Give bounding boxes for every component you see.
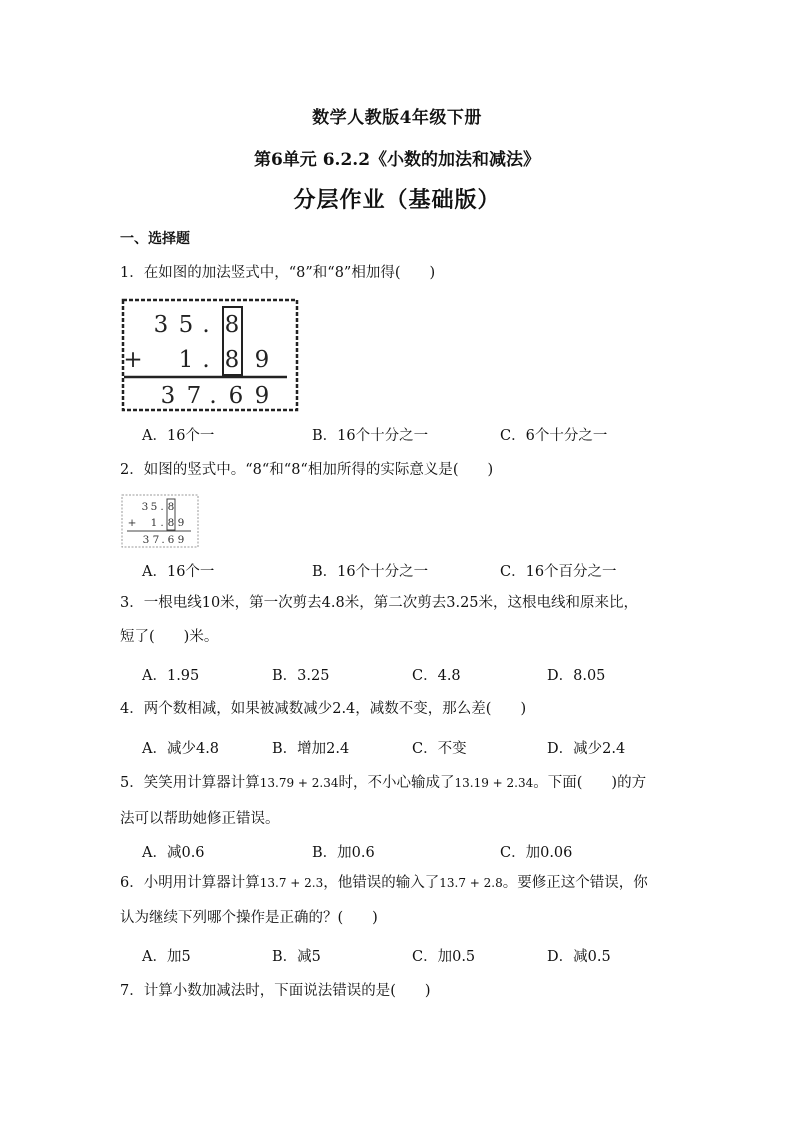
q4-option-a[interactable]: A．减少4.8: [142, 741, 220, 757]
fig1-row2-digit-8: 8: [224, 347, 240, 373]
q2-option-a[interactable]: A．16个一: [142, 564, 215, 580]
question-4-options: [142, 737, 702, 761]
q4-option-b[interactable]: B．增加2.4: [272, 741, 350, 757]
q3-option-a[interactable]: A．1.95: [142, 668, 200, 684]
fig2-row1-digit-8: 8: [167, 501, 175, 513]
q6-text-part-2: ，他错误的输入了: [323, 875, 440, 891]
fig2-row2-point: .: [160, 517, 164, 529]
question-5-line-1: [120, 766, 680, 800]
fig1-row3-digit-3: 3: [160, 383, 176, 409]
question-2: 2．如图的竖式中。“8“和“8“相加所得的实际意义是( ): [120, 462, 494, 478]
q5-option-b[interactable]: B．加0.6: [312, 845, 375, 861]
fig1-row1-point: .: [202, 312, 210, 338]
section-heading: 一、选择题: [120, 231, 190, 247]
q6-option-c[interactable]: C．加0.5: [412, 949, 476, 965]
fig1-row3-digit-6: 6: [228, 383, 244, 409]
worksheet-unit-title: 第6单元 6.2.2《小数的加法和减法》: [253, 150, 541, 170]
question-3-line-2: 短了( )米。: [120, 629, 219, 645]
fig2-row3-digit-9: 9: [177, 534, 185, 546]
question-3-line-1: 3．一根电线10米，第一次剪去4.8米，第二次剪去3.25米，这根电线和原来比，: [120, 595, 639, 611]
fig1-row1-digit-5: 5: [178, 312, 194, 338]
fig2-row1-point: .: [160, 501, 164, 513]
fig2-row3-point: .: [161, 534, 165, 546]
vertical-addition-figure-small: [121, 494, 199, 548]
fig2-row1-digit-3: 3: [141, 501, 149, 513]
q5-expression-correct: 13.79 + 2.34: [259, 776, 339, 790]
q4-option-c[interactable]: C．不变: [412, 741, 467, 757]
fig1-row1-digit-3: 3: [153, 312, 169, 338]
q6-expression-correct: 13.7 + 2.3: [259, 876, 324, 890]
q5-expression-wrong: 13.19 + 2.34: [454, 776, 534, 790]
question-5-line-2: 法可以帮助她修正错误。: [120, 811, 280, 827]
q3-option-b[interactable]: B．3.25: [272, 668, 330, 684]
worksheet-subject-title: 数学人教版4年级下册: [312, 108, 482, 128]
fig2-row3-digit-3: 3: [142, 534, 150, 546]
question-1: 1．在如图的加法竖式中，“8”和“8”相加得( ): [120, 265, 436, 281]
question-5-options: [142, 841, 702, 865]
q6-expression-wrong: 13.7 + 2.8: [439, 876, 503, 890]
q6-option-b[interactable]: B．减5: [272, 949, 321, 965]
fig1-row2-plus: +: [123, 347, 143, 373]
q2-option-b[interactable]: B．16个十分之一: [312, 564, 429, 580]
q5-option-c[interactable]: C．加0.06: [500, 845, 573, 861]
fig1-row1-digit-8: 8: [224, 312, 240, 338]
q3-option-d[interactable]: D．8.05: [547, 668, 606, 684]
question-1-options: [142, 424, 702, 448]
q1-option-a[interactable]: A．16个一: [142, 428, 215, 444]
q4-option-d[interactable]: D．减少2.4: [547, 741, 626, 757]
q6-option-a[interactable]: A．加5: [142, 949, 191, 965]
q3-option-c[interactable]: C．4.8: [412, 668, 461, 684]
fig1-row3-digit-7: 7: [186, 383, 202, 409]
fig2-row3-digit-7: 7: [152, 534, 160, 546]
fig2-row3-digit-6: 6: [167, 534, 175, 546]
fig1-row2-digit-9: 9: [254, 347, 270, 373]
fig1-row3-point: .: [209, 383, 217, 409]
q1-option-c[interactable]: C．6个十分之一: [500, 428, 608, 444]
fig1-row2-digit-1: 1: [178, 347, 194, 373]
worksheet-level-title: 分层作业（基础版）: [293, 187, 501, 213]
q6-text-part-3: 。要修正这个错误，你: [502, 875, 648, 891]
vertical-addition-figure-large: [119, 297, 301, 414]
fig2-row2-plus: +: [127, 517, 137, 529]
q5-text-part-1: 5．笑笑用计算器计算: [120, 775, 260, 791]
question-4: 4．两个数相减，如果被减数减少2.4，减数不变，那么差( ): [120, 701, 527, 717]
q5-text-part-2: 时，不小心输成了: [338, 775, 455, 791]
fig1-row2-point: .: [202, 347, 210, 373]
fig2-row1-digit-5: 5: [150, 501, 158, 513]
question-6-line-1: [120, 866, 680, 900]
question-6-options: [142, 945, 702, 969]
question-7: 7．计算小数加减法时，下面说法错误的是( ): [120, 983, 431, 999]
q6-option-d[interactable]: D．减0.5: [547, 949, 611, 965]
question-3-options: [142, 664, 702, 688]
q5-option-a[interactable]: A．减0.6: [142, 845, 205, 861]
q5-text-part-3: 。下面( )的方: [533, 775, 647, 791]
question-6-line-2: 认为继续下列哪个操作是正确的？( ): [120, 910, 378, 926]
fig2-row2-digit-1: 1: [150, 517, 158, 529]
q6-text-part-1: 6．小明用计算器计算: [120, 875, 260, 891]
q2-option-c[interactable]: C．16个百分之一: [500, 564, 617, 580]
q1-option-b[interactable]: B．16个十分之一: [312, 428, 429, 444]
fig2-row2-digit-8: 8: [167, 517, 175, 529]
fig1-row3-digit-9: 9: [254, 383, 270, 409]
question-2-options: [142, 560, 702, 584]
fig2-row2-digit-9: 9: [177, 517, 185, 529]
